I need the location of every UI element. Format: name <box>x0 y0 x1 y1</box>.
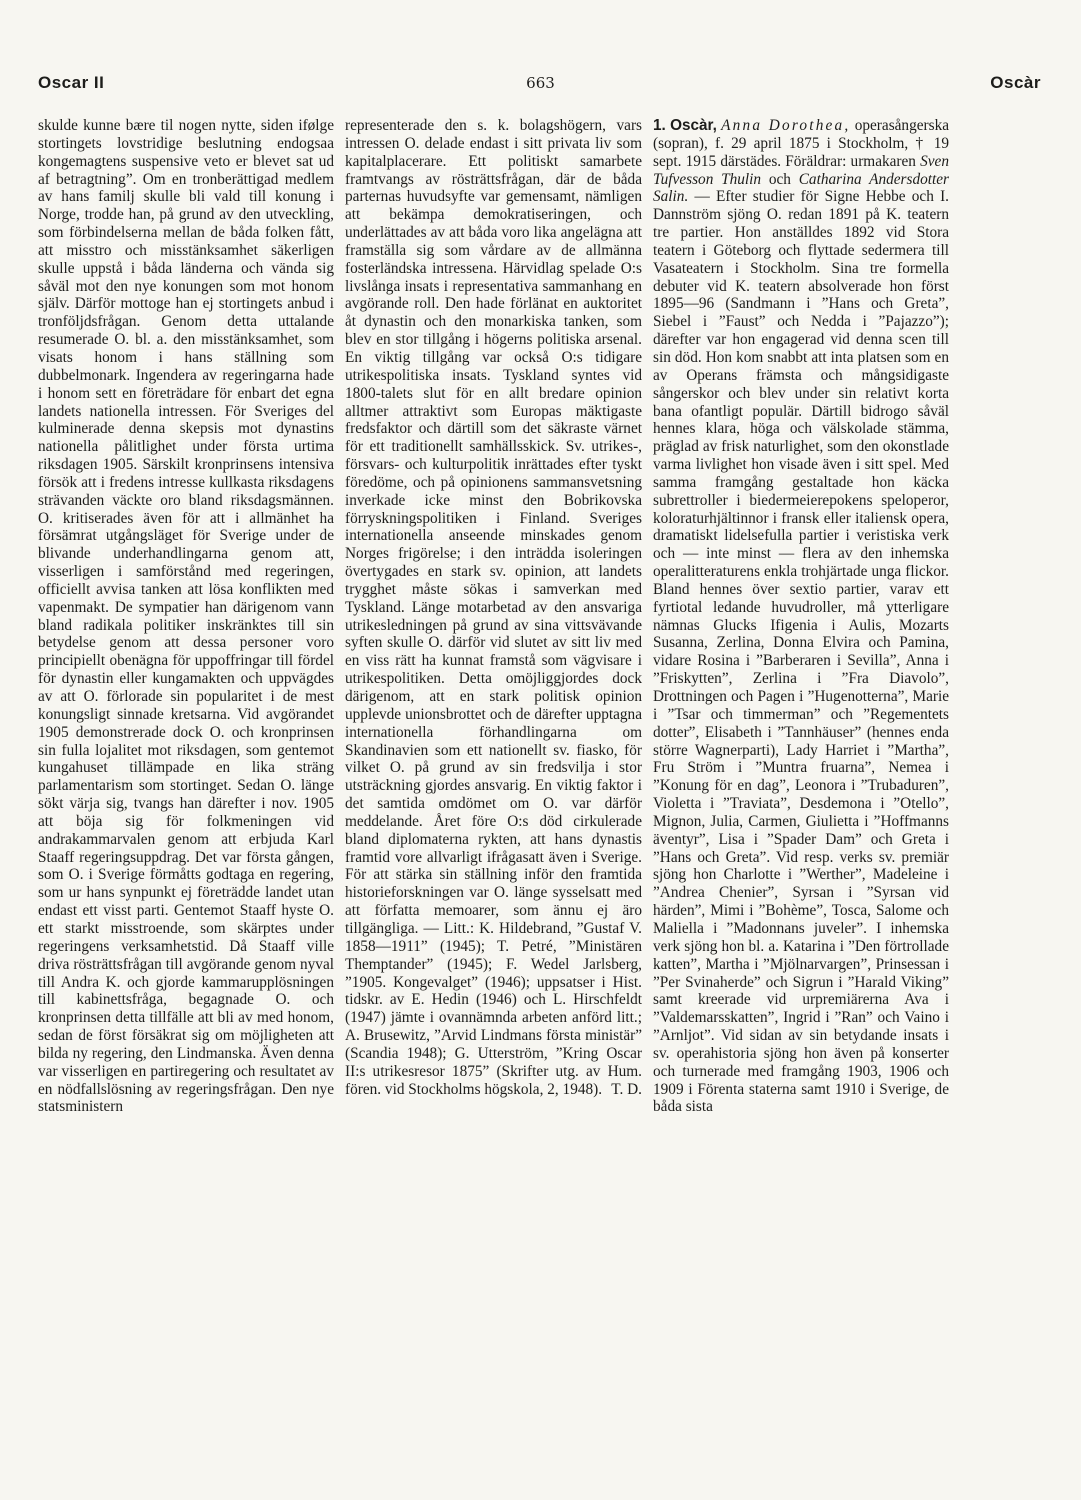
header-left-title: Oscar II <box>38 73 105 92</box>
column-2-text: representerade den s. k. bolagshögern, vars intressen O. delade endast i sitt privata liv som kapitalplacerare. Ett politiskt samarbete framtvangs av rösträttsfrågan, där de båda parternas huvudsyfte var gemensamt, nämligen att bekämpa demokratiseringen, och underlättades av att båda voro lika angelägna att framställa sig som vårdare av de allmänna fosterländska intressena. Härvidlag spelade O:s livslånga insats i representativa sammanhang en avgörande roll. Den hade förlänat en auktoritet åt dynastin och den monarkiska tanken, som blev en stor tillgång i högerns politiska arsenal. En viktig tillgång var också O:s tidigare utrikespolitiska insats. Tyskland syntes vid 1800-talets slut för en allt bredare opinion alltmer attraktivt som Europas mäktigaste fredsfaktor och därtill som det säkraste värnet för ett traditionellt samhällsskick. Sv. utrikes-, försvars- och kulturpolitik inrättades efter tyskt föredöme, och på opinionens sammansvetsning inverkade icke minst den Bobrikovska förryskningspolitiken i Finland. Sveriges internationella anseende minskades genom Norges frigörelse; i den inträdda isoleringen övertygades en stark sv. opinion, att landets trygghet måste sökas i samverkan med Tyskland. Länge motarbetad av den ansvariga utrikesledningen på grund av sina vittsvävande syften skulle O. därför vid slutet av sitt liv med en viss rätt ha kunnat framstå som vägvisare i utrikespolitiken. Detta omöjliggjordes dock därigenom, att en stark politisk opinion upplevde unionsbrottet och de därefter upptagna internationella förhandlingarna om Skandinavien som ett nationellt sv. fiasko, för vilket O. på grund av sin fredsvilja i stor utsträckning gjordes ansvarig. En viktig faktor i det samtida omdömet om O. var därför meddelande. Året före O:s död cirkulerade bland diplomaterna rykten, att hans dynastis framtid vore allvarligt ifrågasatt även i Sverige. För att stärka sin ställning inför den framtida historieforskningen var O. länge sysselsatt med att författa memoarer, som ännu ej äro tillgängliga. — Litt.: K. Hildebrand, ”Gustaf V. 1858—1911” (1945); T. Petré, ”Ministären Themptander” (1945); F. Wedel Jarlsberg, ”1905. Kongevalget” (1946); uppsatser i Hist. tidskr. av E. Hedin (1946) och L. Hirschfeldt (1947) jämte i ovannämnda arbeten anförd litt.; A. Brusewitz, ”Arvid Lindmans första ministär” (Scandia 1948); G. Utterström, ”Kring Oscar II:s utrikesresor 1875” (Skrifter utg. av Hum. fören. vid Stockholms högskola, 2, 1948). <box>345 117 642 1098</box>
entry-intro: operasångerska (sopran), f. 29 april 1875 i Stockholm, † 19 sept. 1915 därstädes. Föräldrar: urmakaren <box>653 117 950 170</box>
entry-paragraph <box>653 117 949 1116</box>
running-header <box>38 73 1043 99</box>
author-signature: T. D. <box>611 1080 642 1098</box>
text-column-1 <box>38 117 334 1116</box>
entry-name: Oscàr, <box>670 117 717 134</box>
column-2-paragraph <box>345 117 642 1098</box>
entry-given-names: Anna Dorothea, <box>721 117 851 134</box>
column-1-paragraph: skulde kunne bære til nogen nytte, siden ifølge stortingets lovstridige beslutning endogsaa kongemagtens suspensive veto er blevet sat ud af betragtning”. Om en tronberättigad medlem av hans familj skulle bli vald till konung i Norge, trodde han, på grund av den utveckling, som förbindelserna mellan de båda folken fått, att misstro och misstänksamhet säkerligen skulle uppstå i båda länderna och vända sig såväl mot den nye konungen som mot honom själv. Därför mottoge han ej stortingets anbud i tronföljdsfrågan. Genom detta uttalande resumerade O. bl. a. den misstänksamhet, som visats honom i hans ställning som dubbelmonark. Ingendera av regeringarna hade i honom sett en företrädare för enbart det egna landets nationella intressen. För Sveriges del kulminerade denna skepsis mot dynastins nationella pålitlighet under första urtima riksdagen 1905. Särskilt kronprinsens intensiva försök att i fredens intresse kullkasta riksdagens strävanden väckte oro bland riksdagsmännen. O. kritiserades även för att i allmänhet ha försämrat utgångsläget för Sverige under de blivande underhandlingarna genom att, visserligen i samförstånd med regeringen, officiellt avvisa tanken att lösa konflikten med vapenmakt. De sympatier han därigenom vann bland radikala politiker inskränktes till sin betydelse genom att dessa personer voro principiellt obenägna för uppoffringar till fördel för dynastin eller kungamakten och uppvägdes av att O. förlorade sin popularitet i de mest konungsligt sinnade kretsarna. Vid avgörandet 1905 demonstrerade dock O. och kronprinsen sin fulla lojalitet mot riksdagen, som gentemot kungahuset tillämpade en lika sträng parlamentarism som stortinget. Sedan O. länge sökt värja sig, tvangs han därefter i nov. 1905 att böja sig för folkmeningen vid andrakammarvalen genom att erbjuda Karl Staaff regeringsuppdrag. Det var första gången, som O. i Sverige förmåtts godtaga en regering, som ur hans synpunkt ej företrädde landet utan endast ett visst parti. Gentemot Staaff hyste O. ett starkt misstroende, som skärptes under regeringens verksamhetstid. Då Staaff ville driva rösträttsfrågan till avgörande genom nyval till Andra K. och gjorde kammarupplösningen till kabinettsfråga, begagnade O. och kronprinsen detta tillfälle att bli av med honom, sedan de först försäkrat sig om möjligheten att bilda ny regering, den Lindmanska. Även denna var visserligen en partiregering och resultatet av en nödfallslösning av regeringsfrågan. Den nye statsministern <box>38 117 334 1116</box>
page-number: 663 <box>526 74 555 92</box>
entry-number: 1. <box>653 117 666 134</box>
entry-father: Sven Tufvesson Thulin <box>653 152 949 188</box>
entry-and: och <box>768 170 791 188</box>
entry-body: — Efter studier för Signe Hebbe och I. Dannström sjöng O. redan 1891 på K. teatern tre partier. Hon anställdes 1892 vid Stora teatern i Göteborg och flyttade sedermera till Vasateatern i Stockholm. Sina tre formella debuter vid K. teatern absolverade hon först 1895—96 (Sandmann i ”Hans och Greta”, Siebel i ”Faust” och Nedda i ”Pajazzo”); därefter var hon engagerad vid denna scen till sin död. Hon kom snabbt att inta platsen som en av Operans främsta och mångsidigaste sångerskor och blev under sin relativt korta bana ofantligt populär. Därtill bidrogo såväl hennes klara, höga och välskolade stämma, präglad av frisk naturlighet, som den okonstlade varma livlighet hon visade även i sitt spel. Med samma framgång gestaltade hon käcka subrettroller i biedermeierepokens speloperor, koloraturhjältinnor i fransk eller italiensk opera, dramatiskt lidelsefulla partier i veristiska verk och — inte minst — flera av den inhemska operalitteraturens enkla trohjärtade unga flickor. Bland hennes över sextio partier, varav ett fyrtiotal ledande huvudroller, må ytterligare nämnas Glucks Ifigenia i Aulis, Mozarts Susanna, Zerlina, Donna Elvira och Pamina, vidare Rosina i ”Barberaren i Sevilla”, Anna i ”Friskytten”, Zerlina i ”Fra Diavolo”, Drottningen och Pagen i ”Hugenotterna”, Marie i ”Tsar och timmerman” och ”Regementets dotter”, Elisabeth i ”Tannhäuser” (hennes enda större Wagnerparti), Lady Harriet i ”Martha”, Fru Ström i ”Muntra fruarna”, Nemea i ”Konung för en dag”, Leonora i ”Trubaduren”, Violetta i ”Traviata”, Desdemona i ”Otello”, Mignon, Julia, Carmen, Giulietta i ”Hoffmanns äventyr”, Lisa i ”Spader Dam” och Greta i ”Hans och Greta”. Vid resp. verks sv. premiär sjöng hon Charlotte i ”Werther”, Madeleine i ”Andrea Chenier”, Syrsan i ”Syrsan vid härden”, Mimi i ”Bohème”, Tosca, Salome och Maliella i ”Madonnans juveler”. I inhemska verk sjöng hon bl. a. Katarina i ”Den förtrollade katten”, Martha i ”Mjölnarvargen”, Prinsessan i ”Per Svinaherde” och Sigrun i ”Harald Viking” samt kreerade vid urpremiärerna Ava i ”Valdemarsskatten”, Ingrid i ”Ran” och Vaino i ”Arnljot”. Vid sidan av sin betydande insats i sv. operahistoria sjöng hon även på konserter och turnerade med framgång 1903, 1906 och 1909 i Förenta staterna samt 1910 i Sverige, de båda sista <box>653 188 949 1116</box>
text-column-2 <box>345 117 642 1098</box>
header-right-title: Oscàr <box>990 73 1041 92</box>
entry-mother: Catharina Andersdotter Salin. <box>653 170 950 206</box>
text-column-3 <box>653 117 949 1116</box>
